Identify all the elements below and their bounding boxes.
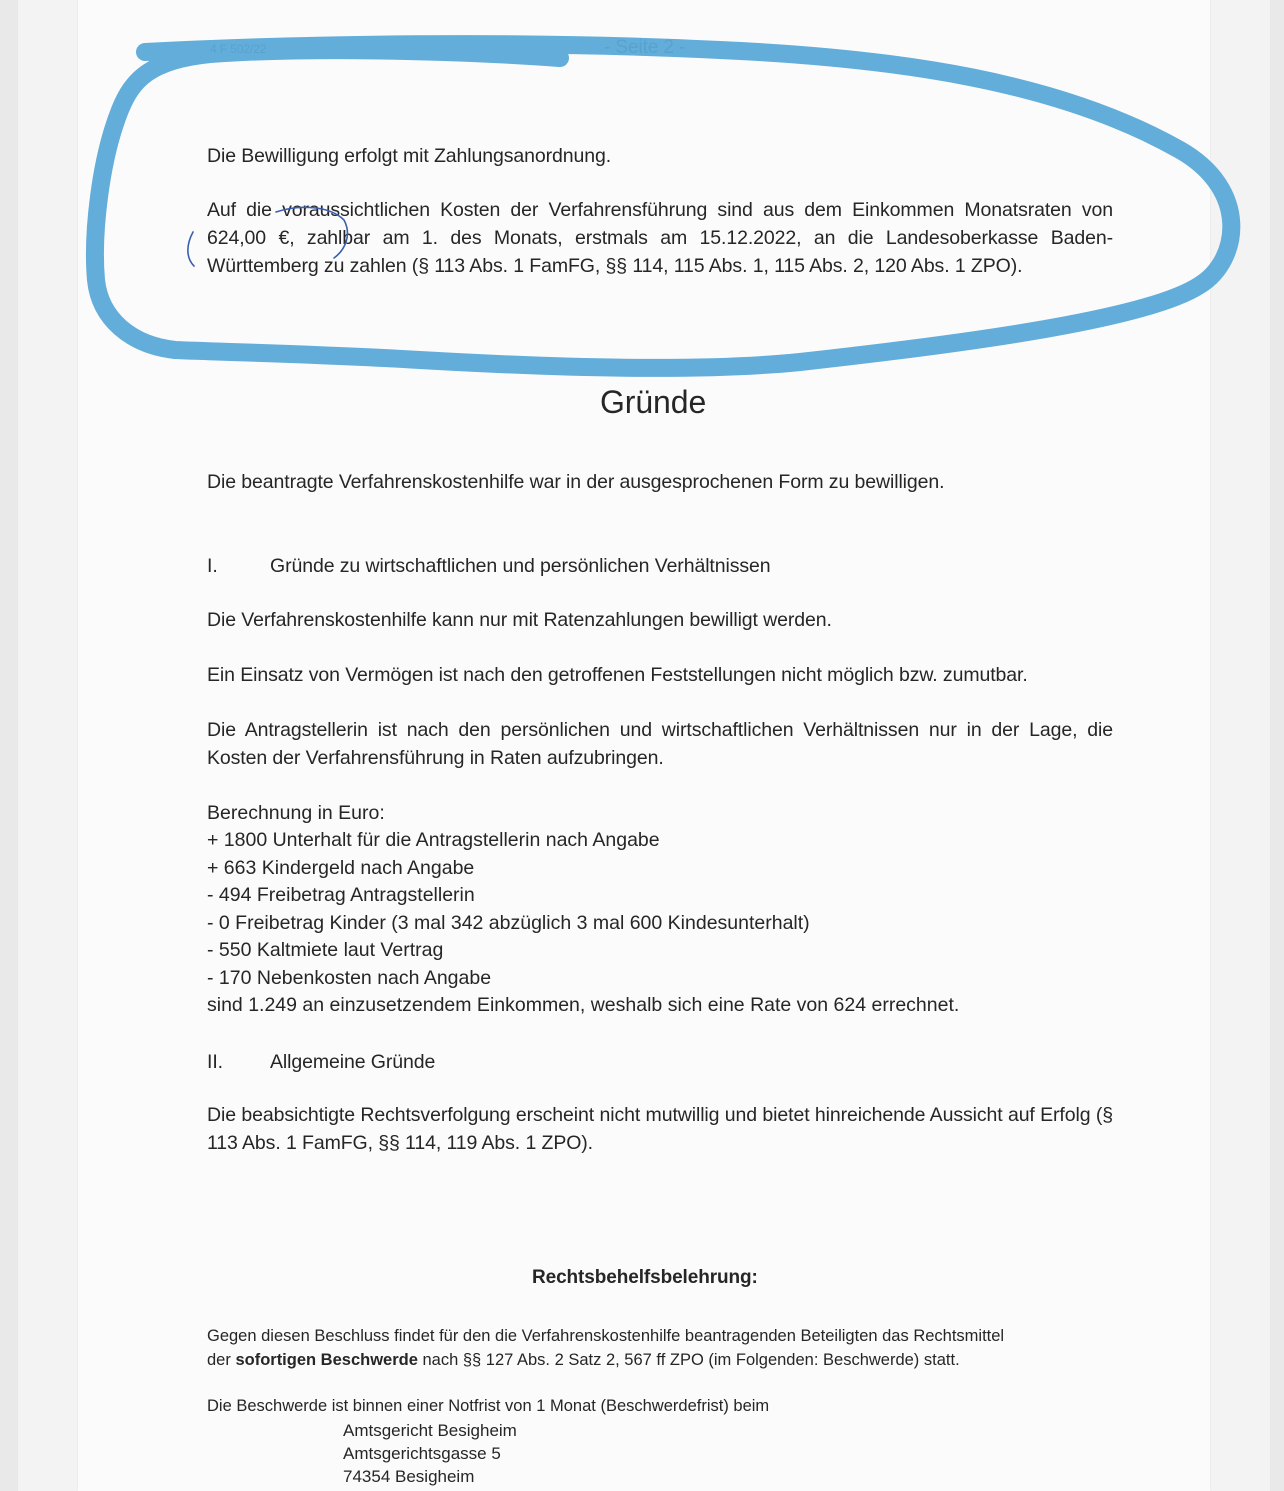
section1-numeral: I. [207,555,218,577]
calculation-line: + 1800 Unterhalt für die Antragstellerin nach Angabe [207,829,660,851]
section1-paragraph-2: Ein Einsatz von Vermögen ist nach den getroffenen Feststellungen nicht möglich bzw. zumutbar. [207,664,1028,686]
rechtsbehelf-line-2-post: nach §§ 127 Abs. 2 Satz 2, 567 ff ZPO (im Folgenden: Beschwerde) statt. [417,1351,960,1369]
court-city: 74354 Besigheim [343,1467,475,1486]
section2-numeral: II. [207,1051,223,1073]
rechtsbehelf-line-3: Die Beschwerde ist binnen einer Notfrist von 1 Monat (Beschwerdefrist) beim [207,1397,770,1415]
court-name: Amtsgericht Besigheim [343,1421,517,1440]
section2-title: Allgemeine Gründe [270,1051,436,1073]
rechtsbehelf-remedy: sofortigen Beschwerde [235,1351,418,1369]
paragraph-bewilligung: Die Bewilligung erfolgt mit Zahlungsanordnung. [207,145,612,167]
paragraph-kosten: Auf die voraussichtlichen Kosten der Verfahrensführung sind aus dem Einkommen Monatsraten von 624,00 €, zahlbar am 1. des Monats, erstmals am 15.12.2022, an die Landesoberkasse Baden-Württemberg zu zahlen (§ 113 Abs. 1 FamFG, §§ 114, 115 Abs. 1, 115 Abs. 2, 120 Abs. 1 ZPO). [207,199,1113,277]
court-street: Amtsgerichtsgasse 5 [343,1444,501,1463]
rechtsbehelf-line-2-pre: der [207,1351,236,1369]
heading-gruende: Gründe [600,384,707,420]
section1-paragraph-1: Die Verfahrenskostenhilfe kann nur mit Ratenzahlungen bewilligt werden. [207,609,832,631]
calculation-line: - 494 Freibetrag Antragstellerin [207,884,475,906]
paragraph-intro: Die beantragte Verfahrenskostenhilfe war in der ausgesprochenen Form zu bewilligen. [207,471,945,493]
section1-paragraph-3: Die Antragstellerin ist nach den persönlichen und wirtschaftlichen Verhältnissen nur in der Lage, die Kosten der Verfahrensführung in Raten aufzubringen. [207,719,1113,769]
rechtsbehelf-line-2 [207,1349,960,1371]
page-number: - Seite 2 - [604,37,686,58]
calculation-line: - 550 Kaltmiete laut Vertrag [207,939,444,961]
calculation-line: + 663 Kindergeld nach Angabe [207,857,475,879]
case-number: 4 F 502/22 [210,42,267,56]
rechtsbehelf-line-1: Gegen diesen Beschluss findet für den die Verfahrenskostenhilfe beantragenden Beteiligten das Rechtsmittel [207,1327,1005,1345]
section2-paragraph-1: Die beabsichtigte Rechtsverfolgung erscheint nicht mutwillig und bietet hinreichende Aussicht auf Erfolg (§ 113 Abs. 1 FamFG, §§ 114, 119 Abs. 1 ZPO). [207,1104,1113,1154]
calculation-result: sind 1.249 an einzusetzendem Einkommen, weshalb sich eine Rate von 624 errechnet. [207,994,960,1016]
section1-title: Gründe zu wirtschaftlichen und persönlichen Verhältnissen [270,555,771,577]
rechtsbehelf-title: Rechtsbehelfsbelehrung: [532,1267,758,1288]
calculation-line: - 0 Freibetrag Kinder (3 mal 342 abzüglich 3 mal 600 Kindesunterhalt) [207,912,810,934]
calculation-line: - 170 Nebenkosten nach Angabe [207,967,492,989]
calculation-heading: Berechnung in Euro: [207,802,385,824]
